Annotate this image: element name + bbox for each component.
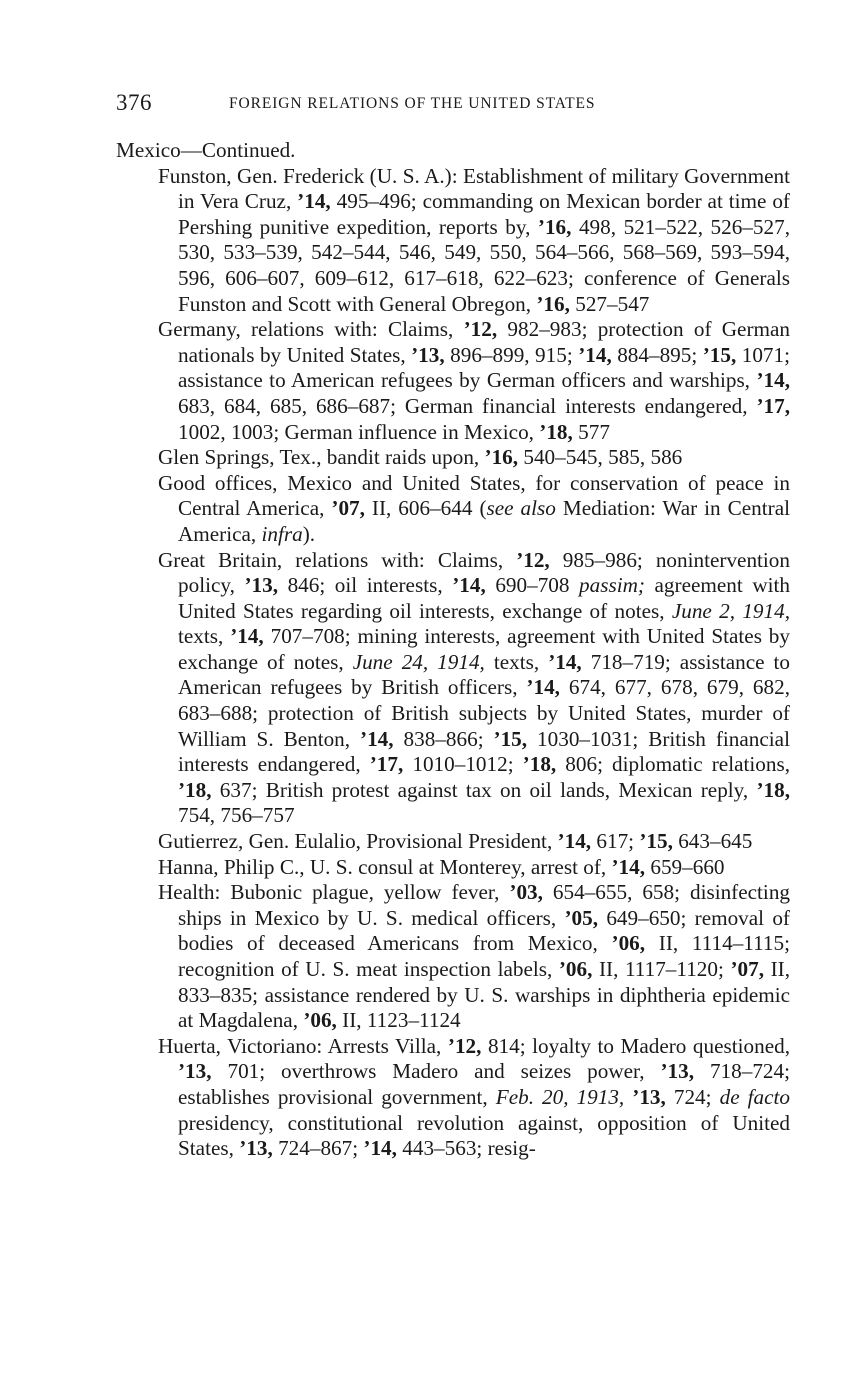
entry-text: Mediation: War in Central America,: [178, 496, 790, 546]
entry-text: Gutierrez, Gen. Eulalio, Provisional President,: [158, 829, 558, 854]
entry-text: 540–545, 585, 586: [518, 445, 683, 470]
italic-text: June 2, 1914,: [671, 598, 790, 623]
entry-text: 617;: [591, 829, 640, 854]
entry-text: 1010–1012;: [403, 752, 523, 777]
year-ref: ’06,: [558, 957, 593, 981]
year-ref: ’12,: [516, 547, 550, 572]
index-entry-good-offices: [116, 471, 790, 548]
page-number: 376: [116, 90, 152, 115]
continued-heading: Mexico—Continued.: [116, 138, 296, 162]
year-ref: ’18,: [756, 777, 790, 802]
entry-text: presidency, constitutional revolution against, opposition of United States,: [178, 1110, 790, 1161]
entry-text: 649–650; removal of bodies of deceased Americans from Mexico,: [178, 905, 790, 956]
italic-text: de facto: [719, 1084, 790, 1109]
italic-text: passim;: [579, 573, 645, 598]
year-ref: ’16,: [484, 445, 519, 470]
entry-text: Hanna, Philip C., U. S. consul at Monterey, arrest of,: [158, 854, 612, 879]
year-ref: ’14,: [360, 726, 394, 751]
year-ref: ’16,: [537, 214, 572, 239]
entry-text: 495–496; commanding on Mexican border at time of Pershing punitive expedition, reports by,: [178, 189, 790, 239]
year-ref: ’14,: [548, 649, 582, 674]
year-ref: ’14,: [363, 1136, 397, 1161]
year-ref: ’14,: [230, 624, 264, 649]
entry-text: 884–895;: [611, 342, 703, 367]
entry-text: II, 606–644 (: [364, 496, 487, 521]
index-entry-germany: [116, 317, 790, 445]
entry-text: 846; oil interests,: [278, 573, 453, 598]
year-ref: ’14,: [526, 675, 560, 700]
index-entry-glen-springs: [116, 445, 790, 471]
entry-text: 1002, 1003; German influence in Mexico,: [178, 419, 540, 444]
year-ref: ’12,: [463, 317, 498, 342]
year-ref: ’15,: [702, 342, 737, 367]
year-ref: ’07,: [331, 496, 365, 521]
year-ref: ’18,: [539, 419, 573, 444]
year-ref: ’18,: [178, 777, 212, 802]
italic-text: June 24, 1914,: [352, 649, 485, 674]
entry-text: 643–645: [672, 829, 753, 854]
entry-text: 659–660: [645, 854, 725, 879]
year-ref: ’17,: [369, 752, 404, 777]
year-ref: ’13,: [411, 342, 445, 367]
entry-text: 1071; assistance to American refugees by German officers and warships,: [178, 342, 791, 393]
entry-text: texts,: [484, 649, 549, 674]
page-header: [116, 88, 788, 118]
entry-text: 814; loyalty to Madero questioned,: [481, 1033, 790, 1058]
year-ref: ’14,: [756, 368, 790, 393]
year-ref: ’07,: [730, 957, 764, 981]
index-entry-gutierrez: [116, 829, 790, 855]
entry-text: Germany, relations with: Claims,: [158, 317, 464, 342]
year-ref: ’17,: [756, 393, 790, 418]
year-ref: ’14,: [557, 829, 592, 854]
entry-text: 982–983; protection of German nationals by United States,: [178, 317, 790, 367]
italic-text: see also: [486, 496, 556, 521]
entry-text: 683, 684, 685, 686–687; German financial interests endangered,: [178, 393, 757, 418]
entry-text: 1030–1031; British financial interests endangered,: [178, 726, 790, 777]
index-entry-great-britain: [116, 548, 790, 830]
entry-text: II, 1114–1115; recognition of U. S. meat inspection labels,: [178, 931, 790, 981]
year-ref: ’14,: [578, 342, 612, 367]
entry-text: 896–899, 915;: [444, 342, 579, 367]
year-ref: ’15,: [639, 829, 673, 854]
index-column: [116, 138, 790, 1162]
entry-text: 674, 677, 678, 679, 682, 683–688; protection of British subjects by United States, murder of William S. Benton,: [178, 675, 791, 751]
entry-text: 443–563; resig-: [396, 1136, 536, 1161]
entry-text: texts,: [178, 624, 231, 649]
index-entry-huerta: [116, 1034, 790, 1162]
italic-text: Feb. 20, 1913,: [495, 1084, 625, 1109]
entry-text: Glen Springs, Tex., bandit raids upon,: [158, 445, 485, 470]
entry-text: Great Britain, relations with: Claims,: [158, 547, 517, 572]
year-ref: ’13,: [632, 1084, 666, 1109]
index-entry-funston: [116, 164, 790, 318]
year-ref: ’18,: [522, 752, 557, 777]
entry-text: II, 833–835; assistance rendered by U. S. warships in diphtheria epidemic at Magdalena,: [178, 957, 790, 1033]
entry-text: Health: Bubonic plague, yellow fever,: [158, 880, 510, 905]
entry-text: 654–655, 658; disinfecting ships in Mexico by U. S. medical officers,: [178, 880, 791, 930]
entry-text: Good offices, Mexico and United States, for conservation of peace in Central America,: [158, 470, 790, 521]
entry-text: 724–867;: [272, 1136, 364, 1161]
year-ref: ’13,: [178, 1059, 212, 1084]
entry-text: 637; British protest against tax on oil lands, Mexican reply,: [211, 777, 757, 802]
entry-text: Huerta, Victoriano: Arrests Villa,: [158, 1033, 448, 1058]
year-ref: ’14,: [452, 573, 486, 598]
entry-text: 838–866;: [393, 726, 494, 751]
italic-text: infra: [261, 521, 303, 546]
running-head: FOREIGN RELATIONS OF THE UNITED STATES: [229, 95, 596, 112]
entry-text: 754, 756–757: [178, 803, 295, 828]
year-ref: ’05,: [564, 905, 599, 930]
year-ref: ’13,: [239, 1136, 273, 1161]
entry-text: 718–719; assistance to American refugees by British officers,: [178, 649, 790, 700]
index-entry-health: [116, 880, 790, 1034]
index-entry-hanna: [116, 855, 790, 881]
year-ref: ’14,: [611, 854, 646, 879]
year-ref: ’16,: [536, 291, 570, 316]
entry-text: Funston, Gen. Frederick (U. S. A.): Establishment of military Government in Vera Cruz,: [158, 163, 790, 214]
year-ref: ’06,: [611, 931, 646, 956]
entry-text: II, 1117–1120;: [592, 957, 731, 981]
year-ref: ’15,: [493, 726, 528, 751]
entry-text: 498, 521–522, 526–527, 530, 533–539, 542–544, 546, 549, 550, 564–566, 568–569, 593–594, 596, 606–607, 609–612, 617–618, 622–623; conference of Generals Funston and Scott with General Obregon,: [178, 214, 790, 316]
year-ref: ’12,: [447, 1033, 482, 1058]
entry-text: II, 1123–1124: [336, 1008, 461, 1033]
year-ref: ’14,: [297, 189, 331, 214]
entry-text: agreement with United States regarding oil interests, exchange of notes,: [178, 573, 790, 623]
index-entries: [116, 164, 790, 1162]
year-ref: ’13,: [244, 573, 278, 598]
entry-text: 527–547: [569, 291, 650, 316]
entry-text: 707–708; mining interests, agreement with United States by exchange of notes,: [178, 624, 790, 674]
year-ref: ’03,: [509, 880, 543, 905]
entry-text: 985–986; nonintervention policy,: [178, 547, 790, 598]
entry-text: 577: [572, 419, 610, 444]
year-ref: ’06,: [303, 1008, 337, 1033]
entry-text: 806; diplomatic relations,: [556, 752, 791, 777]
entry-text: 718–724; establishes provisional government,: [178, 1059, 790, 1109]
entry-text: 690–708: [485, 573, 580, 598]
entry-text: 724;: [665, 1084, 720, 1109]
year-ref: ’13,: [660, 1059, 695, 1084]
entry-text: 701; overthrows Madero and seizes power,: [211, 1059, 661, 1084]
entry-text: ).: [302, 521, 316, 546]
